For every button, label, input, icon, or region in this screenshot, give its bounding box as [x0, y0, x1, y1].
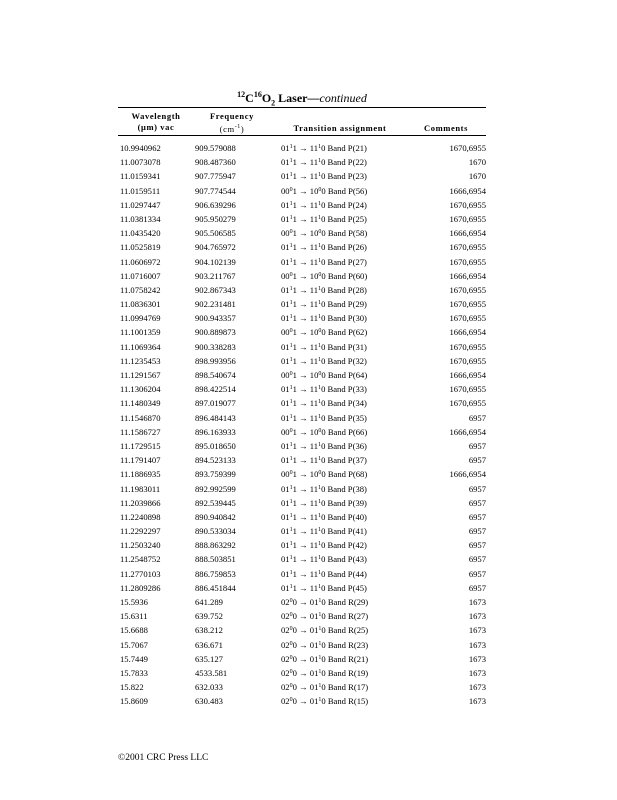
- cell-transition: $00^01 \to 10^00$ Band P(68): [281, 469, 368, 480]
- table-row: [118, 623, 486, 637]
- cell-wavelength: 11.1586727: [120, 426, 161, 437]
- cell-comments: 1670,6955: [449, 384, 486, 395]
- cell-wavelength: 11.1546870: [120, 412, 161, 423]
- cell-comments: 1666,6954: [449, 370, 486, 380]
- cell-comments: 1670,6955: [449, 199, 486, 210]
- cell-frequency: 895.018650: [195, 440, 236, 451]
- cell-transition: $01^11 \to 11^10$ Band P(30): [281, 313, 367, 324]
- cell-frequency: 639.752: [195, 611, 223, 622]
- title-oxygen: O: [261, 91, 272, 105]
- table-row: [118, 652, 486, 666]
- cell-wavelength: 11.1791407: [120, 455, 161, 466]
- cell-transition: $01^11 \to 11^10$ Band P(25): [281, 213, 367, 224]
- cell-frequency: 890.940842: [195, 511, 236, 522]
- header-wavelength-label: Wavelength: [131, 111, 181, 121]
- header-transition: Transition assignment: [293, 123, 387, 133]
- cell-comments: 6957: [468, 568, 486, 579]
- cell-wavelength: 11.0159341: [120, 171, 161, 182]
- cell-comments: 1670,6955: [449, 213, 486, 224]
- cell-wavelength: 11.0525819: [120, 242, 161, 253]
- cell-frequency: 894.523133: [195, 455, 236, 466]
- cell-wavelength: 11.1069364: [120, 341, 161, 352]
- cell-comments: 6957: [468, 440, 486, 451]
- cell-transition: $00^01 \to 10^00$ Band P(60): [281, 270, 368, 281]
- cell-wavelength: 11.1001359: [120, 327, 161, 338]
- title-mass-carbon: 12: [237, 90, 246, 99]
- cell-wavelength: 11.0381334: [120, 213, 161, 224]
- cell-comments: 1673: [468, 639, 486, 650]
- table-row: [118, 311, 486, 325]
- title-laser: Laser—: [275, 91, 320, 105]
- cell-comments: 1670,6955: [449, 284, 486, 295]
- cell-frequency: 638.212: [195, 625, 223, 636]
- cell-transition: $01^11 \to 11^10$ Band P(42): [281, 540, 367, 551]
- cell-transition: $00^01 \to 10^00$ Band P(64): [281, 370, 368, 380]
- table-row: [118, 255, 486, 269]
- cell-wavelength: 11.0606972: [120, 256, 161, 267]
- table-row: [118, 552, 486, 566]
- cell-frequency: 635.127: [195, 653, 223, 664]
- cell-transition: $00^01 \to 10^00$ Band P(62): [281, 327, 368, 338]
- cell-frequency: 903.211767: [195, 270, 236, 281]
- header-frequency-unit: $(cm^{-1})$: [219, 123, 245, 134]
- header-frequency-label: Frequency: [210, 111, 254, 121]
- header-comments: Comments: [424, 123, 468, 133]
- table-row: [118, 396, 486, 410]
- cell-frequency: 905.950279: [195, 213, 236, 224]
- cell-frequency: 908.487360: [195, 157, 236, 168]
- cell-transition: $01^11 \to 11^10$ Band P(43): [281, 554, 367, 565]
- cell-wavelength: 11.2240898: [120, 511, 161, 522]
- cell-frequency: 909.579088: [195, 143, 236, 153]
- cell-transition: $01^11 \to 11^10$ Band P(37): [281, 455, 367, 466]
- cell-comments: 1670,6955: [449, 398, 486, 409]
- cell-transition: $02^00 \to 01^10$ Band R(25): [281, 625, 369, 636]
- cell-transition: $01^11 \to 11^10$ Band P(22): [281, 157, 367, 168]
- cell-comments: 1673: [468, 597, 486, 607]
- cell-wavelength: 11.0836301: [120, 299, 161, 310]
- cell-frequency: 900.943357: [195, 313, 236, 324]
- cell-wavelength: 15.8609: [120, 696, 148, 707]
- cell-comments: 1670,6955: [449, 143, 486, 153]
- table-row: [118, 439, 486, 453]
- table-row: [118, 666, 486, 680]
- cell-wavelength: 11.2770103: [120, 568, 161, 579]
- cell-comments: 1666,6954: [449, 426, 486, 437]
- cell-comments: 6957: [468, 455, 486, 466]
- cell-frequency: 636.671: [195, 639, 223, 650]
- cell-transition: $01^11 \to 11^10$ Band P(39): [281, 497, 367, 508]
- cell-frequency: 892.992599: [195, 483, 236, 494]
- cell-transition: $01^11 \to 11^10$ Band P(29): [281, 299, 367, 310]
- cell-frequency: 898.540674: [195, 370, 236, 380]
- cell-frequency: 898.993956: [195, 355, 236, 366]
- header-wavelength: [118, 111, 194, 133]
- cell-comments: 1670: [468, 157, 486, 168]
- table-row: [118, 297, 486, 311]
- cell-transition: $01^11 \to 11^10$ Band P(40): [281, 511, 367, 522]
- cell-wavelength: 15.822: [120, 682, 144, 693]
- cell-frequency: 4533.581: [195, 667, 228, 678]
- cell-wavelength: 15.5936: [120, 597, 148, 607]
- cell-comments: 6957: [468, 511, 486, 522]
- table-row: [118, 212, 486, 226]
- cell-frequency: 886.451844: [195, 582, 236, 593]
- cell-transition: $01^11 \to 11^10$ Band P(26): [281, 242, 367, 253]
- cell-wavelength: 15.7067: [120, 639, 148, 650]
- cell-wavelength: 15.7449: [120, 653, 148, 664]
- cell-transition: $01^11 \to 11^10$ Band P(28): [281, 284, 367, 295]
- cell-transition: $01^11 \to 11^10$ Band P(41): [281, 526, 367, 537]
- table-row: [118, 510, 486, 524]
- cell-transition: $01^11 \to 11^10$ Band P(32): [281, 355, 367, 366]
- cell-comments: 1670,6955: [449, 341, 486, 352]
- cell-wavelength: 11.1306204: [120, 384, 161, 395]
- cell-frequency: 641.289: [195, 597, 223, 607]
- table-row: [118, 169, 486, 183]
- table-row: [118, 581, 486, 595]
- cell-wavelength: 11.1729515: [120, 440, 161, 451]
- table-row: [118, 482, 486, 496]
- footer-copyright: ©2001 CRC Press LLC: [118, 753, 209, 763]
- cell-frequency: 907.775947: [195, 171, 236, 182]
- cell-transition: $00^01 \to 10^00$ Band P(58): [281, 228, 368, 239]
- cell-comments: 6957: [468, 483, 486, 494]
- table-row: [118, 425, 486, 439]
- title-subscript: 2: [271, 98, 276, 108]
- cell-transition: $01^11 \to 11^10$ Band P(31): [281, 341, 367, 352]
- cell-wavelength: 11.2548752: [120, 554, 161, 565]
- table-row: [118, 198, 486, 212]
- cell-comments: 1673: [468, 696, 486, 707]
- header-frequency: [196, 111, 268, 135]
- table-row: [118, 638, 486, 652]
- cell-frequency: 900.338283: [195, 341, 236, 352]
- cell-wavelength: 11.0758242: [120, 284, 161, 295]
- cell-comments: 1666,6954: [449, 185, 486, 196]
- cell-frequency: 900.889873: [195, 327, 236, 338]
- table-row: [118, 453, 486, 467]
- cell-wavelength: 11.1291567: [120, 370, 161, 380]
- table-row: [118, 496, 486, 510]
- cell-comments: 6957: [468, 554, 486, 565]
- cell-transition: $00^01 \to 10^00$ Band P(56): [281, 185, 368, 196]
- cell-frequency: 886.759853: [195, 568, 236, 579]
- cell-wavelength: 11.0297447: [120, 199, 161, 210]
- table-row: [118, 524, 486, 538]
- cell-comments: 1673: [468, 682, 486, 693]
- cell-wavelength: 11.2809286: [120, 582, 161, 593]
- cell-comments: 1670,6955: [449, 313, 486, 324]
- cell-transition: $01^11 \to 11^10$ Band P(44): [281, 568, 367, 579]
- title-continued: continued: [319, 91, 367, 105]
- table-row: [118, 382, 486, 396]
- cell-frequency: 888.503851: [195, 554, 236, 565]
- cell-comments: 1666,6954: [449, 469, 486, 480]
- cell-frequency: 907.774544: [195, 185, 236, 196]
- cell-frequency: 905.506585: [195, 228, 236, 239]
- table-row: [118, 567, 486, 581]
- table-row: [118, 269, 486, 283]
- cell-comments: 1670,6955: [449, 355, 486, 366]
- cell-transition: $02^00 \to 01^10$ Band R(21): [281, 653, 369, 664]
- cell-frequency: 902.231481: [195, 299, 236, 310]
- cell-transition: $02^00 \to 01^10$ Band R(19): [281, 667, 369, 678]
- cell-comments: 1673: [468, 611, 486, 622]
- cell-comments: 6957: [468, 526, 486, 537]
- cell-wavelength: 11.0073078: [120, 157, 161, 168]
- cell-frequency: 892.539445: [195, 497, 236, 508]
- cell-comments: 1670,6955: [449, 256, 486, 267]
- header-wavelength-unit: (μm) vac: [137, 122, 175, 132]
- table-row: [118, 411, 486, 425]
- table-row: [118, 680, 486, 694]
- cell-wavelength: 11.0159511: [120, 185, 161, 196]
- cell-comments: 6957: [468, 412, 486, 423]
- cell-transition: $01^11 \to 11^10$ Band P(21): [281, 143, 367, 153]
- cell-frequency: 890.533034: [195, 526, 236, 537]
- cell-frequency: 897.019077: [195, 398, 236, 409]
- cell-frequency: 904.102139: [195, 256, 236, 267]
- cell-comments: 1670,6955: [449, 242, 486, 253]
- table-row: [118, 155, 486, 169]
- cell-frequency: 898.422514: [195, 384, 236, 395]
- cell-transition: $01^11 \to 11^10$ Band P(36): [281, 440, 367, 451]
- cell-wavelength: 11.0435420: [120, 228, 161, 239]
- cell-wavelength: 11.2503240: [120, 540, 161, 551]
- cell-comments: 6957: [468, 582, 486, 593]
- cell-wavelength: 11.0716007: [120, 270, 161, 281]
- cell-wavelength: 11.2039866: [120, 497, 161, 508]
- table-body: [118, 141, 486, 709]
- cell-wavelength: 11.1983011: [120, 483, 161, 494]
- cell-comments: 1670: [468, 171, 486, 182]
- cell-transition: $02^00 \to 01^10$ Band R(17): [281, 682, 369, 693]
- cell-transition: $02^00 \to 01^10$ Band R(29): [281, 597, 369, 607]
- cell-transition: $02^00 \to 01^10$ Band R(27): [281, 611, 369, 622]
- cell-frequency: 896.163933: [195, 426, 236, 437]
- table-row: [118, 184, 486, 198]
- page-title: [118, 90, 486, 107]
- cell-transition: $02^00 \to 01^10$ Band R(15): [281, 696, 369, 707]
- table-row: [118, 609, 486, 623]
- cell-comments: 1673: [468, 653, 486, 664]
- cell-comments: 1673: [468, 667, 486, 678]
- cell-wavelength: 11.2292297: [120, 526, 161, 537]
- cell-frequency: 896.484143: [195, 412, 236, 423]
- table-row: [118, 595, 486, 609]
- cell-transition: $01^11 \to 11^10$ Band P(33): [281, 384, 367, 395]
- cell-comments: 1666,6954: [449, 270, 486, 281]
- cell-wavelength: 11.0994769: [120, 313, 161, 324]
- table-row: [118, 283, 486, 297]
- cell-transition: $00^01 \to 10^00$ Band P(66): [281, 426, 368, 437]
- title-mass-oxygen: 16: [253, 90, 262, 99]
- table-row: [118, 340, 486, 354]
- cell-wavelength: 11.1886935: [120, 469, 161, 480]
- table-row: [118, 141, 486, 155]
- cell-frequency: 904.765972: [195, 242, 236, 253]
- cell-comments: 1666,6954: [449, 327, 486, 338]
- cell-transition: $01^11 \to 11^10$ Band P(38): [281, 483, 367, 494]
- cell-frequency: 893.759399: [195, 469, 236, 480]
- cell-wavelength: 10.9940962: [120, 143, 161, 153]
- cell-wavelength: 15.6311: [120, 611, 148, 622]
- cell-transition: $01^11 \to 11^10$ Band P(35): [281, 412, 367, 423]
- cell-comments: 1670,6955: [449, 299, 486, 310]
- table-row: [118, 368, 486, 382]
- cell-wavelength: 11.1480349: [120, 398, 161, 409]
- table-row: [118, 226, 486, 240]
- cell-transition: $02^00 \to 01^10$ Band R(23): [281, 639, 369, 650]
- cell-wavelength: 11.1235453: [120, 355, 161, 366]
- title-carbon: C: [245, 91, 254, 105]
- cell-comments: 1673: [468, 625, 486, 636]
- cell-transition: $01^11 \to 11^10$ Band P(24): [281, 199, 367, 210]
- cell-wavelength: 15.7833: [120, 667, 148, 678]
- cell-comments: 6957: [468, 540, 486, 551]
- table-row: [118, 538, 486, 552]
- cell-transition: $01^11 \to 11^10$ Band P(27): [281, 256, 367, 267]
- cell-wavelength: 15.6688: [120, 625, 148, 636]
- table-row: [118, 240, 486, 254]
- top-rule: [118, 107, 486, 108]
- cell-comments: 1666,6954: [449, 228, 486, 239]
- table-row: [118, 354, 486, 368]
- table-row: [118, 325, 486, 339]
- cell-transition: $01^11 \to 11^10$ Band P(34): [281, 398, 367, 409]
- cell-frequency: 906.639296: [195, 199, 236, 210]
- table-row: [118, 694, 486, 708]
- cell-frequency: 632.033: [195, 682, 223, 693]
- cell-frequency: 888.863292: [195, 540, 236, 551]
- cell-comments: 6957: [468, 497, 486, 508]
- header-rule: [118, 135, 486, 136]
- table-row: [118, 467, 486, 481]
- cell-frequency: 902.867343: [195, 284, 236, 295]
- cell-transition: $01^11 \to 11^10$ Band P(45): [281, 582, 367, 593]
- cell-frequency: 630.483: [195, 696, 223, 707]
- cell-transition: $01^11 \to 11^10$ Band P(23): [281, 171, 367, 182]
